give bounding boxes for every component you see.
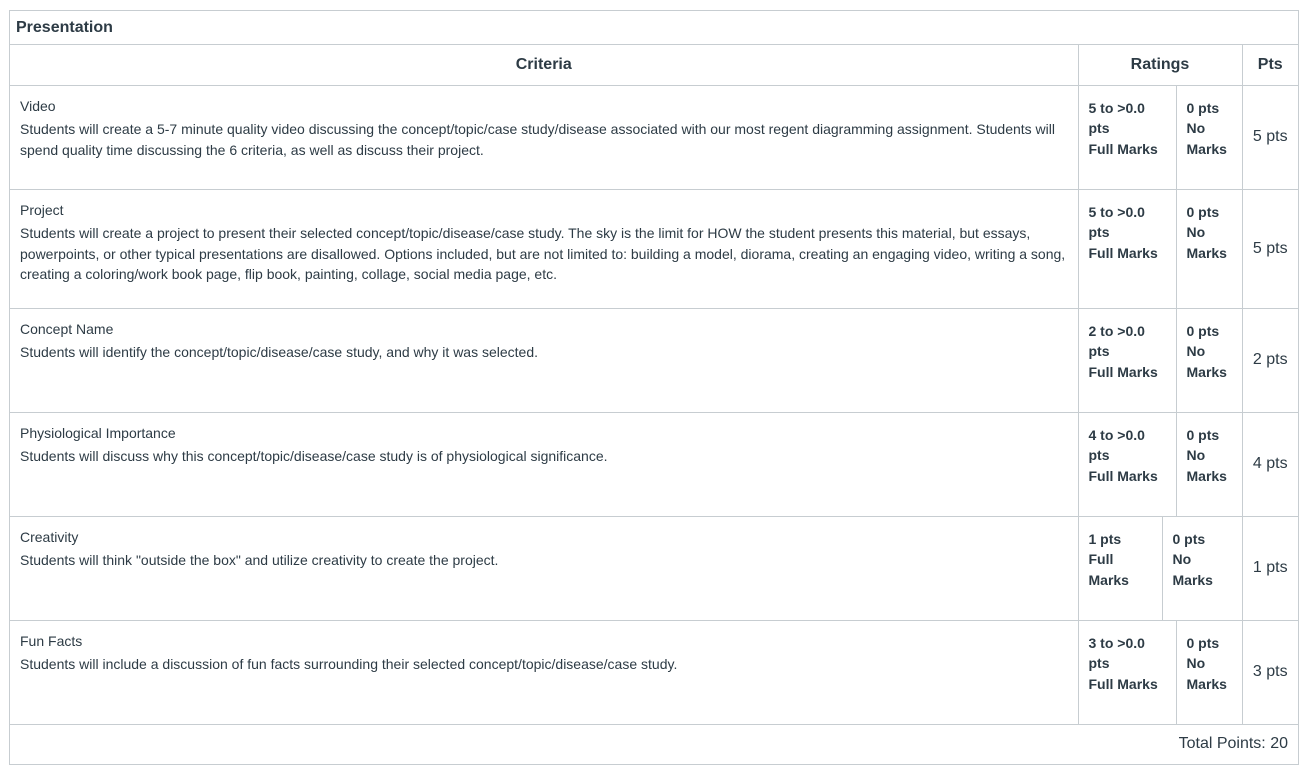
rating-points: 1 pts bbox=[1088, 530, 1122, 547]
rating-points: 0 pts bbox=[1186, 203, 1220, 220]
rating-label: No Marks bbox=[1186, 447, 1227, 484]
rating-label: No Marks bbox=[1186, 224, 1227, 261]
rating-label: No Marks bbox=[1186, 120, 1227, 157]
rating-no-marks bbox=[1162, 517, 1242, 620]
rating-label: Full Marks bbox=[1088, 467, 1158, 484]
rating-full-marks bbox=[1079, 413, 1176, 516]
rubric bbox=[9, 10, 1299, 765]
criterion-cell bbox=[10, 189, 1078, 308]
total-row bbox=[10, 724, 1298, 764]
criterion-points: 5 pts bbox=[1242, 85, 1298, 189]
rating-points: 0 pts bbox=[1172, 530, 1206, 547]
rating-no-marks bbox=[1176, 190, 1242, 308]
criterion-cell bbox=[10, 85, 1078, 189]
rating-full-marks bbox=[1079, 517, 1162, 620]
criterion-row bbox=[10, 620, 1298, 724]
criterion-description: Students will discuss why this concept/topic/disease/case study is of physiological significance. bbox=[20, 448, 608, 464]
rating-no-marks bbox=[1176, 309, 1242, 412]
rating-points: 3 to >0.0 pts bbox=[1088, 634, 1145, 671]
criterion-cell bbox=[10, 412, 1078, 516]
rating-label: No Marks bbox=[1186, 655, 1227, 692]
criterion-description: Students will identify the concept/topic/disease/case study, and why it was selected. bbox=[20, 344, 539, 360]
rating-label: Full Marks bbox=[1088, 551, 1129, 588]
ratings-cell bbox=[1078, 620, 1242, 724]
criterion-cell bbox=[10, 516, 1078, 620]
criterion-description: Students will create a project to present their selected concept/topic/disease/case study. The sky is the limit for HOW the student presents this material, but essays, powerpoints, or other typical presentations are disallowed. Options included, but are not limited to: building a model, diorama, creating an engaging video, writing a song, creating a coloring/work book page, flip book, painting, collage, social media page, etc. bbox=[20, 225, 1066, 282]
rating-full-marks bbox=[1079, 86, 1176, 189]
ratings-cell bbox=[1078, 189, 1242, 308]
criterion-points: 4 pts bbox=[1242, 412, 1298, 516]
criterion-points: 5 pts bbox=[1242, 189, 1298, 308]
rating-no-marks bbox=[1176, 621, 1242, 724]
criterion-description: Students will include a discussion of fun facts surrounding their selected concept/topic/disease/case study. bbox=[20, 656, 678, 672]
rating-points: 5 to >0.0 pts bbox=[1088, 99, 1145, 136]
criterion-points: 1 pts bbox=[1242, 516, 1298, 620]
rating-label: No Marks bbox=[1186, 343, 1227, 380]
total-points: Total Points: 20 bbox=[10, 724, 1298, 764]
criterion-row bbox=[10, 308, 1298, 412]
criterion-name: Physiological Importance bbox=[20, 424, 176, 441]
rubric-table bbox=[10, 45, 1298, 764]
criterion-name: Video bbox=[20, 97, 56, 114]
criterion-row bbox=[10, 412, 1298, 516]
rating-points: 0 pts bbox=[1186, 99, 1220, 116]
rating-full-marks bbox=[1079, 190, 1176, 308]
rating-points: 0 pts bbox=[1186, 322, 1220, 339]
pts-header: Pts bbox=[1242, 45, 1298, 85]
criteria-header: Criteria bbox=[10, 45, 1078, 85]
rating-points: 2 to >0.0 pts bbox=[1088, 322, 1145, 359]
criterion-name: Creativity bbox=[20, 528, 79, 545]
rubric-title: Presentation bbox=[10, 11, 1298, 45]
criterion-name: Concept Name bbox=[20, 320, 114, 337]
criterion-cell bbox=[10, 620, 1078, 724]
rating-points: 5 to >0.0 pts bbox=[1088, 203, 1145, 240]
criterion-name: Fun Facts bbox=[20, 632, 83, 649]
ratings-cell bbox=[1078, 308, 1242, 412]
rating-label: Full Marks bbox=[1088, 363, 1158, 380]
rating-points: 0 pts bbox=[1186, 634, 1220, 651]
rating-no-marks bbox=[1176, 413, 1242, 516]
rubric-header-row bbox=[10, 45, 1298, 85]
criterion-row bbox=[10, 189, 1298, 308]
criterion-cell bbox=[10, 308, 1078, 412]
ratings-cell bbox=[1078, 85, 1242, 189]
criterion-description: Students will create a 5-7 minute quality video discussing the concept/topic/case study/disease associated with our most regent diagramming assignment. Students will spend quality time discussing the 6 criteria, as well as discuss their project. bbox=[20, 121, 1055, 158]
criterion-name: Project bbox=[20, 201, 64, 218]
rating-label: No Marks bbox=[1172, 551, 1213, 588]
criterion-points: 2 pts bbox=[1242, 308, 1298, 412]
rating-points: 4 to >0.0 pts bbox=[1088, 426, 1145, 463]
rating-label: Full Marks bbox=[1088, 140, 1158, 157]
rating-full-marks bbox=[1079, 621, 1176, 724]
rating-label: Full Marks bbox=[1088, 675, 1158, 692]
rating-no-marks bbox=[1176, 86, 1242, 189]
rating-full-marks bbox=[1079, 309, 1176, 412]
ratings-cell bbox=[1078, 516, 1242, 620]
criterion-row bbox=[10, 516, 1298, 620]
ratings-cell bbox=[1078, 412, 1242, 516]
criterion-points: 3 pts bbox=[1242, 620, 1298, 724]
criterion-row bbox=[10, 85, 1298, 189]
rating-points: 0 pts bbox=[1186, 426, 1220, 443]
rating-label: Full Marks bbox=[1088, 244, 1158, 261]
ratings-header: Ratings bbox=[1078, 45, 1242, 85]
criterion-description: Students will think "outside the box" and utilize creativity to create the project. bbox=[20, 552, 499, 568]
